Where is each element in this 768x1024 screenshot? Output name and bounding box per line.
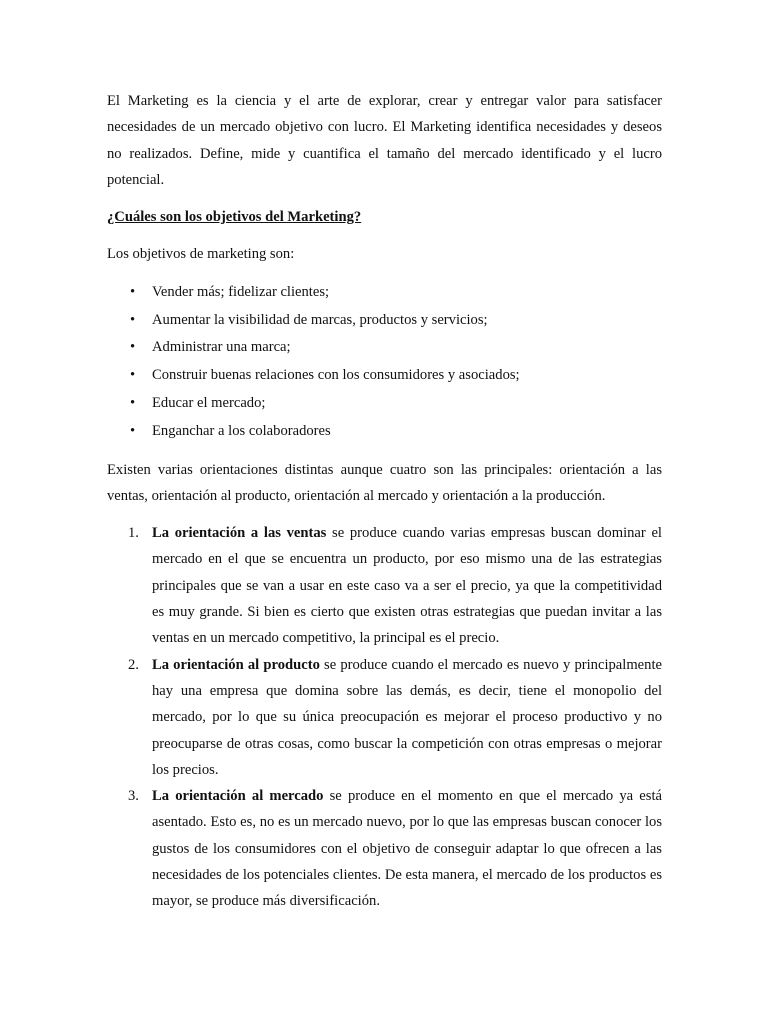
bullet-icon: • <box>130 422 136 439</box>
orientation-text: se produce cuando el mercado es nuevo y principalmente hay una empresa que domina sobre las demás, es decir, tiene el monopolio del mercado, por lo que su única preocupación es mejorar el proceso productivo y no preocuparse de otras cosas, como buscar la competición con otras empresas o mejorar los precios. <box>152 656 662 778</box>
orientation-number: 1. <box>128 525 139 542</box>
orientation-term: La orientación al producto <box>152 656 320 673</box>
intro-paragraph: El Marketing es la ciencia y el arte de explorar, crear y entregar valor para satisfacer necesidades de un mercado objetivo con lucro. El Marketing identifica necesidades y deseos no realizados. Define, mide y cuantifica el tamaño del mercado identificado y el lucro potencial. <box>107 93 662 188</box>
bullet-icon: • <box>130 367 136 384</box>
bullet-icon: • <box>130 283 136 300</box>
orientation-text: se produce en el momento en que el mercado ya está asentado. Esto es, no es un mercado nuevo, por lo que las empresas buscan conocer los gustos de los consumidores con el objetivo de conseguir adaptar lo que ofrecen a las necesidades de los potenciales clientes. De esta manera, el mercado de los productos es mayor, se produce más diversificación. <box>152 788 662 910</box>
orientations-list <box>107 520 662 914</box>
objective-text: Enganchar a los colaboradores <box>152 422 331 439</box>
objective-item <box>107 390 662 418</box>
orientation-item <box>107 783 662 914</box>
objective-text: Aumentar la visibilidad de marcas, productos y servicios; <box>152 311 488 328</box>
bullet-icon: • <box>130 339 136 356</box>
objectives-list <box>107 279 662 446</box>
document-page <box>107 88 662 915</box>
objectives-lead: Los objetivos de marketing son: <box>107 246 295 263</box>
orientations-intro: Existen varias orientaciones distintas aunque cuatro son las principales: orientación a las ventas, orientación al producto, orientación al mercado y orientación a la producción. <box>107 461 662 504</box>
bullet-icon: • <box>130 311 136 328</box>
orientation-term: La orientación al mercado <box>152 788 324 805</box>
objective-text: Administrar una marca; <box>152 339 291 356</box>
objective-text: Educar el mercado; <box>152 394 266 411</box>
orientation-item <box>107 520 662 651</box>
objective-text: Vender más; fidelizar clientes; <box>152 283 330 300</box>
objective-item <box>107 307 662 335</box>
orientation-item <box>107 652 662 783</box>
orientation-number: 2. <box>128 656 139 673</box>
orientation-text: se produce cuando varias empresas buscan dominar el mercado en el que se encuentra un producto, por eso mismo una de las estrategias principales que se van a usar en este caso va a ser el precio, ya que la competitividad es muy grande. Si bien es cierto que existen otras estrategias que puedan invitar a las ventas en un mercado competitivo, la principal es el precio. <box>152 525 662 647</box>
orientation-number: 3. <box>128 788 139 805</box>
objective-item <box>107 334 662 362</box>
bullet-icon: • <box>130 394 136 411</box>
section-heading: ¿Cuáles son los objetivos del Marketing? <box>107 209 362 226</box>
objective-text: Construir buenas relaciones con los consumidores y asociados; <box>152 367 520 384</box>
orientation-term: La orientación a las ventas <box>152 525 327 542</box>
objective-item <box>107 418 662 446</box>
objective-item <box>107 279 662 307</box>
objective-item <box>107 362 662 390</box>
